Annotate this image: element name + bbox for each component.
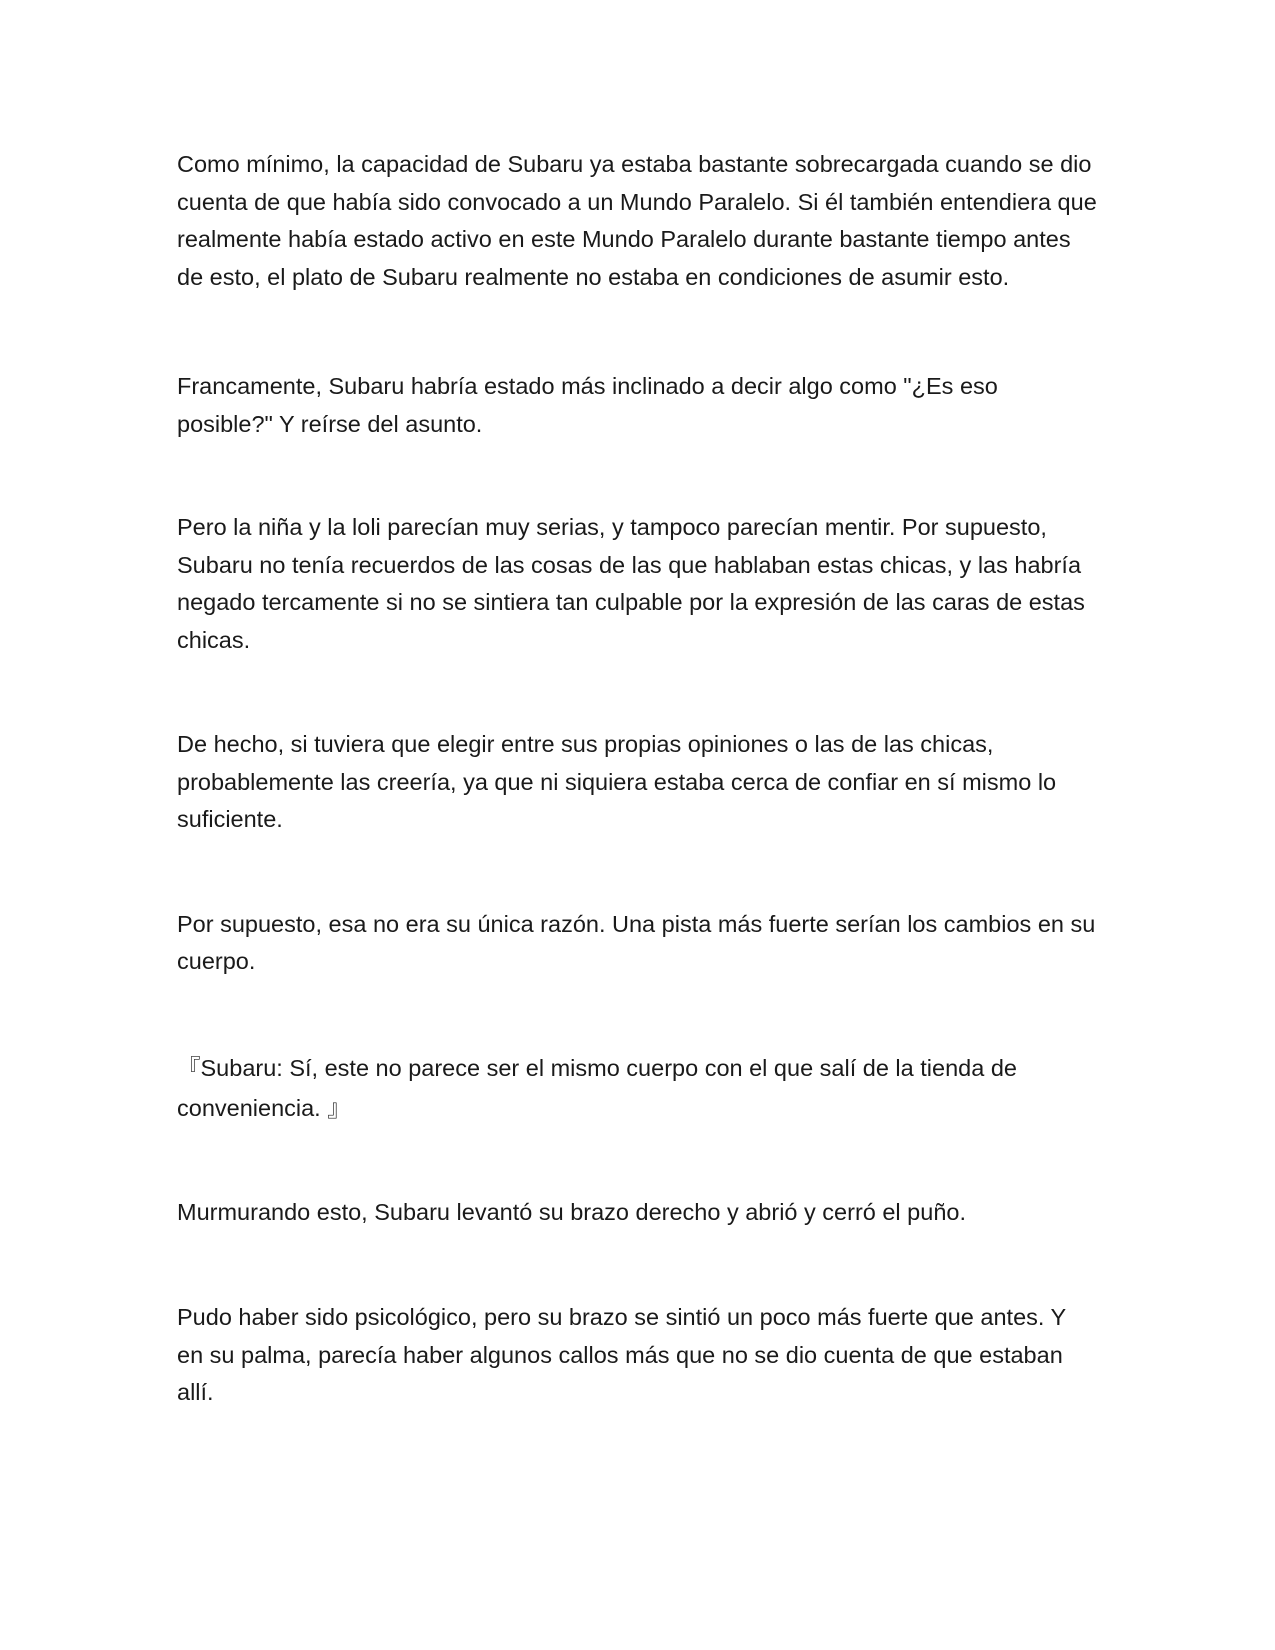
- paragraph-2: Francamente, Subaru habría estado más inclinado a decir algo como "¿Es eso posible?" Y reírse del asunto.: [177, 373, 998, 437]
- paragraph-6-dialogue: 『Subaru: Sí, este no parece ser el mismo cuerpo con el que salí de la tienda de conveniencia. 』: [177, 1054, 1017, 1121]
- document-body: [177, 146, 1097, 1412]
- paragraph-7: Murmurando esto, Subaru levantó su brazo derecho y abrió y cerró el puño.: [177, 1198, 966, 1225]
- paragraph-3: Pero la niña y la loli parecían muy serias, y tampoco parecían mentir. Por supuesto, Subaru no tenía recuerdos de las cosas de las que hablaban estas chicas, y las habría negado tercamente si no se sintiera tan culpable por la expresión de las caras de estas chicas.: [177, 514, 1085, 653]
- paragraph-8: Pudo haber sido psicológico, pero su brazo se sintió un poco más fuerte que antes. Y en su palma, parecía haber algunos callos más que no se dio cuenta de que estaban allí.: [177, 1304, 1066, 1405]
- paragraph-5: Por supuesto, esa no era su única razón. Una pista más fuerte serían los cambios en su cuerpo.: [177, 910, 1096, 974]
- paragraph-1: Como mínimo, la capacidad de Subaru ya estaba bastante sobrecargada cuando se dio cuenta de que había sido convocado a un Mundo Paralelo. Si él también entendiera que realmente había estado activo en este Mundo Paralelo durante bastante tiempo antes de esto, el plato de Subaru realmente no estaba en condiciones de asumir esto.: [177, 151, 1097, 290]
- paragraph-4: De hecho, si tuviera que elegir entre sus propias opiniones o las de las chicas, probablemente las creería, ya que ni siquiera estaba cerca de confiar en sí mismo lo suficiente.: [177, 731, 1057, 832]
